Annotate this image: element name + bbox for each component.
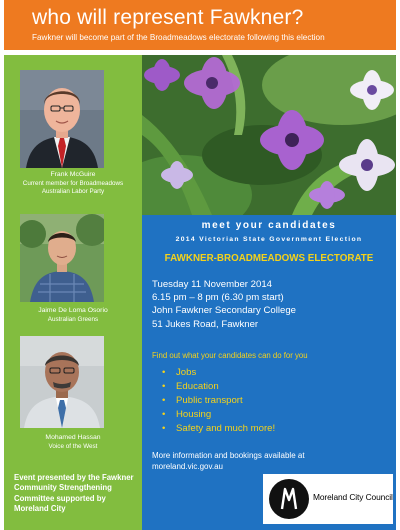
event-address: 51 Jukes Road, Fawkner: [152, 318, 259, 330]
event-details: [152, 278, 392, 331]
event-heading: meet your candidates: [201, 220, 337, 231]
more-info-link[interactable]: moreland.vic.gov.au: [152, 461, 223, 471]
candidate-name: Jaime De Loma Osorio: [38, 307, 108, 314]
event-time: 6.15 pm – 8 pm (6.30 pm start): [152, 292, 284, 304]
council-logo-box: [263, 474, 393, 524]
list-item: • Housing: [162, 408, 275, 422]
candidate-photo-mohamed-hassan: [20, 336, 104, 428]
candidate-name: Mohamed Hassan: [45, 434, 101, 441]
page-subtitle: Fawkner will become part of the Broadmeadows electorate following this election: [32, 33, 325, 42]
candidate-party: Voice of the West: [48, 442, 98, 450]
candidate-photo-jaime-de-loma-osorio: [20, 214, 104, 302]
candidate-caption-2: [4, 307, 142, 324]
list-item: • Education: [162, 380, 275, 394]
candidate-party: Australian Labor Party: [41, 188, 105, 196]
topic-list: [162, 366, 275, 436]
flower-photo: [142, 55, 396, 215]
list-item: • Jobs: [162, 366, 275, 380]
presented-by-note: Event presented by the Fawkner Community Strengthening Committee supported by Moreland City: [14, 473, 134, 514]
list-item: • Public transport: [162, 394, 275, 408]
candidate-name: Frank McGuire: [50, 171, 96, 178]
moreland-logo-icon: [268, 478, 310, 520]
event-date: Tuesday 11 November 2014: [152, 279, 272, 290]
page-title: who will represent Fawkner?: [32, 6, 304, 29]
more-info-text: More information and bookings available at: [152, 451, 305, 460]
event-venue: John Fawkner Secondary College: [152, 305, 296, 317]
candidate-role: Current member for Broadmeadows: [22, 179, 124, 187]
candidate-caption-1: [4, 171, 142, 197]
council-name: Moreland City Council: [313, 492, 393, 502]
election-name: 2014 Victorian State Government Election: [175, 236, 363, 243]
find-out-text: Find out what your candidates can do for you: [152, 351, 308, 360]
electorate-name: FAWKNER-BROADMEADOWS ELECTORATE: [164, 253, 374, 264]
candidate-party: Australian Greens: [47, 315, 99, 323]
event-details-panel: [142, 215, 396, 530]
candidate-caption-3: [4, 434, 142, 451]
more-info: [152, 451, 392, 472]
candidate-photo-frank-mcguire: [20, 70, 104, 168]
list-item: • Safety and much more!: [162, 422, 275, 436]
header-banner: [4, 0, 396, 50]
flyer: [4, 0, 396, 530]
